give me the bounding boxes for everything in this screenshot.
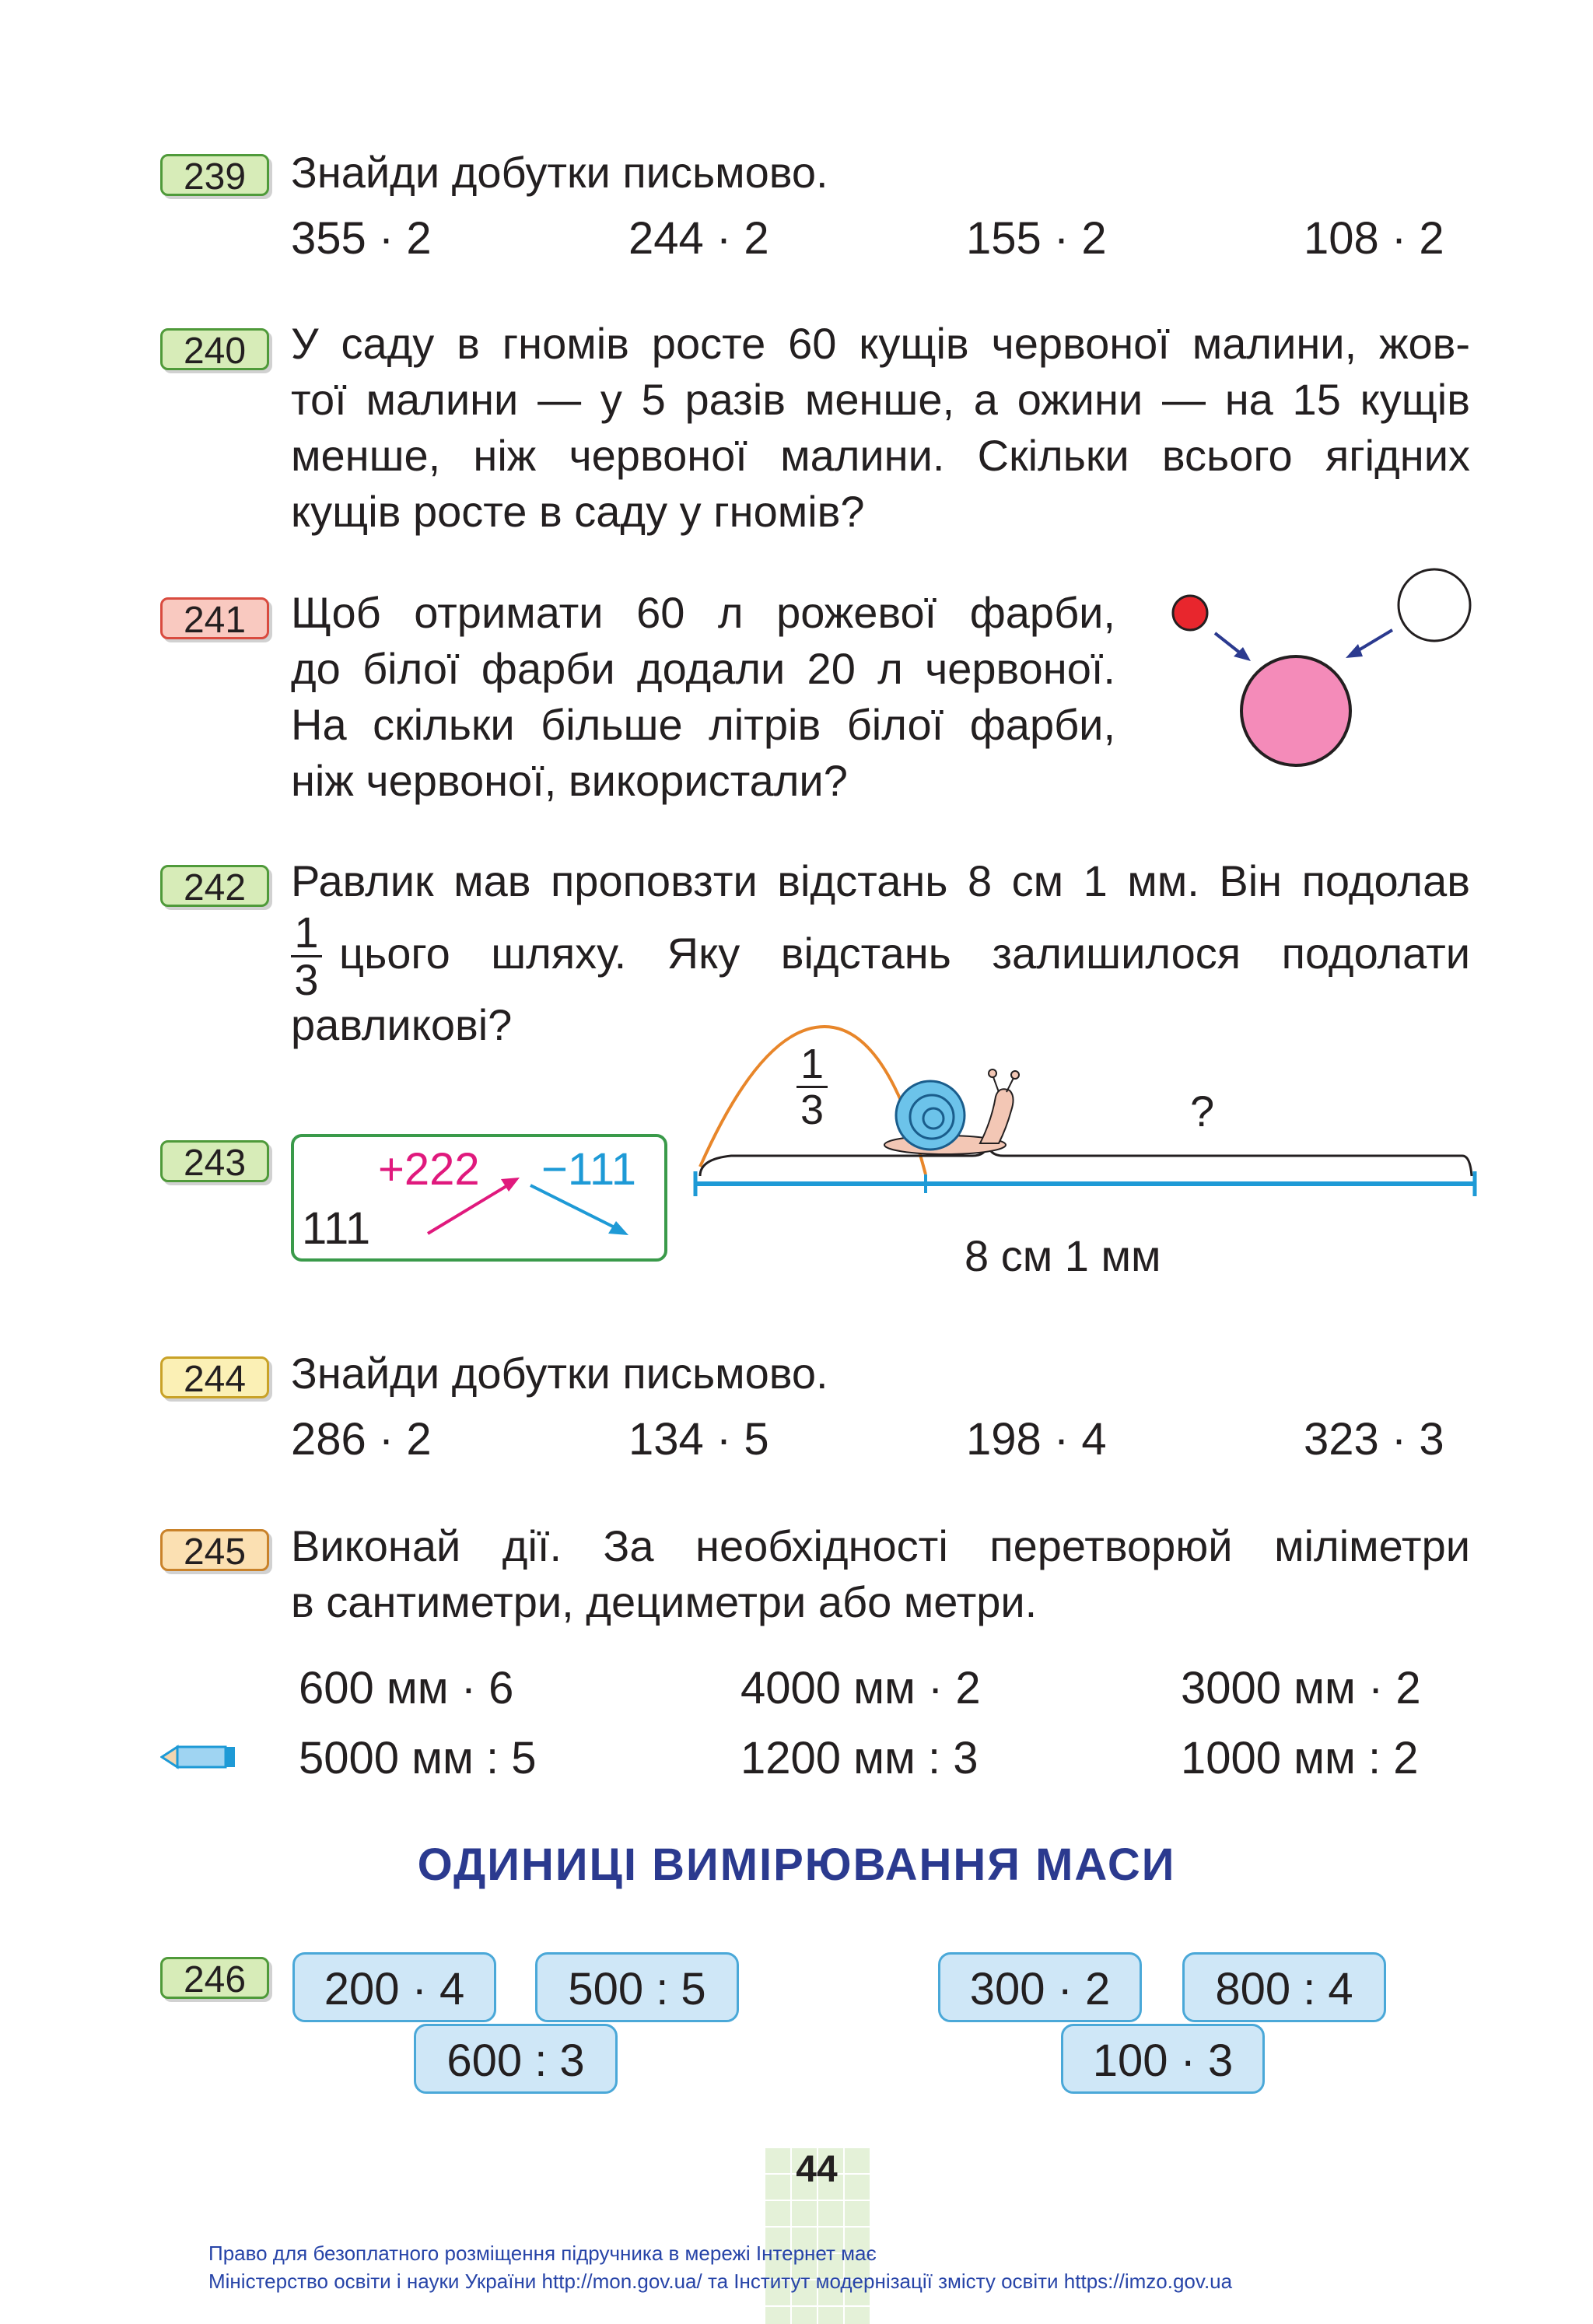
text-line: тої малини — у 5 разів менше, а ожини — на 15 кущів — [291, 375, 1470, 424]
snail-icon — [884, 1069, 1019, 1154]
start-number: 111 — [302, 1203, 371, 1254]
expression: 1200 мм : 3 — [740, 1733, 979, 1783]
expression: 4000 мм · 2 — [740, 1663, 981, 1713]
exercise-245-text — [291, 1518, 1470, 1630]
exercise-number-243: 243 — [160, 1140, 269, 1182]
fraction — [291, 910, 322, 1003]
expression: 134 · 5 — [628, 1414, 769, 1465]
text-line: ніж червоної, використали? — [291, 756, 848, 805]
exercise-number-244: 244 — [160, 1356, 269, 1398]
exercise-239-text: Знайди добутки письмово. — [291, 148, 828, 197]
expression: 355 · 2 — [291, 213, 432, 264]
expression-card: 500 : 5 — [535, 1952, 739, 2022]
operation-minus: −111 — [541, 1144, 637, 1195]
exercise-number-241: 241 — [160, 597, 269, 639]
expression: 323 · 3 — [1304, 1414, 1444, 1465]
brace — [700, 1143, 1472, 1176]
expression: 5000 мм : 5 — [299, 1733, 537, 1783]
total-length-label: 8 см 1 мм — [965, 1231, 1161, 1280]
white-paint-circle — [1399, 569, 1470, 641]
section-heading: ОДИНИЦІ ВИМІРЮВАННЯ МАСИ — [417, 1839, 1176, 1890]
arrow-icon — [428, 1184, 510, 1234]
expression: 198 · 4 — [966, 1414, 1107, 1465]
text-line: кущів росте в саду у гномів? — [291, 487, 865, 536]
expression: 286 · 2 — [291, 1414, 432, 1465]
fraction-denominator: 3 — [294, 955, 319, 1004]
expression-card: 100 · 3 — [1061, 2024, 1265, 2094]
exercise-number-240: 240 — [160, 328, 269, 370]
pencil-icon — [160, 1738, 238, 1776]
expression-card: 600 : 3 — [414, 2024, 618, 2094]
expression-card: 300 · 2 — [938, 1952, 1142, 2022]
expression: 1000 мм : 2 — [1181, 1733, 1419, 1783]
text-line: На скільки більше літрів білої фарби, — [291, 700, 1115, 749]
expression-card: 200 · 4 — [292, 1952, 496, 2022]
expression-card: 800 : 4 — [1182, 1952, 1386, 2022]
text-line: до білої фарби додали 20 л червоної. — [291, 644, 1115, 693]
expression: 244 · 2 — [628, 213, 769, 264]
page-number: 44 — [796, 2149, 838, 2190]
exercise-number-239: 239 — [160, 154, 269, 196]
text-line: менше, ніж червоної малини. Скільки всього ягідних — [291, 431, 1470, 480]
expression: 108 · 2 — [1304, 213, 1444, 264]
fraction-numerator: 1 — [800, 1041, 825, 1087]
paint-mixing-illustration — [1159, 560, 1486, 786]
exercise-number-245: 245 — [160, 1529, 269, 1571]
text-line: Виконай дії. За необхідності перетворюй міліметри — [291, 1521, 1470, 1570]
red-paint-circle — [1173, 596, 1207, 630]
exercise-244-text: Знайди добутки письмово. — [291, 1349, 828, 1398]
operation-arrows — [291, 1134, 667, 1262]
expression: 600 мм · 6 — [299, 1663, 514, 1713]
text-line: Щоб отримати 60 л рожевої фарби, — [291, 588, 1115, 637]
expression: 155 · 2 — [966, 213, 1107, 264]
exercise-number-246: 246 — [160, 1957, 269, 1999]
text-line: в сантиметри, дециметри або метри. — [291, 1577, 1038, 1626]
expression: 3000 мм · 2 — [1181, 1663, 1421, 1713]
exercise-240-text — [291, 316, 1470, 540]
footer-line-2: Міністерство освіти і науки України http://mon.gov.ua/ та Інститут модернізації змісту освіти https://imzo.gov.ua — [208, 2270, 1233, 2293]
exercise-241-text — [291, 585, 1115, 809]
footer-line-1: Право для безоплатного розміщення підручника в мережі Інтернет має — [208, 2242, 877, 2265]
exercise-242-line-2: цього шляху. Яку відстань залишилося подолати — [339, 929, 1470, 978]
exercise-242-line-3: равликові? — [291, 1000, 513, 1049]
operation-plus: +222 — [378, 1144, 480, 1195]
pink-paint-circle — [1241, 656, 1350, 765]
text-line: У саду в гномів росте 60 кущів червоної малини, жов- — [291, 319, 1470, 368]
fraction-denominator: 3 — [800, 1087, 825, 1133]
diagram-fraction — [796, 1042, 828, 1132]
fraction-numerator: 1 — [294, 908, 319, 957]
arrow-icon — [530, 1185, 618, 1229]
exercise-242-line-1: Равлик мав проповзти відстань 8 см 1 мм. Він подолав — [291, 856, 1470, 905]
exercise-number-242: 242 — [160, 865, 269, 907]
unknown-remaining-label: ? — [1190, 1087, 1215, 1136]
